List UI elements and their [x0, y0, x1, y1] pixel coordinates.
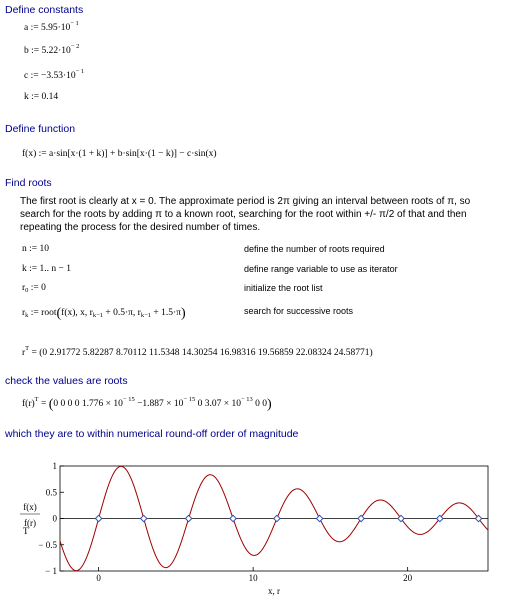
n-note: define the number of roots required: [244, 244, 385, 254]
root-marker: [95, 515, 101, 521]
xlabel: x, r: [268, 586, 280, 596]
constant-b[interactable]: b := $5.22\cdot 10^{- 2}$: [24, 43, 80, 56]
function-definition[interactable]: f(x) := a·sin[x·(1 + k)] + b·sin[x·(1 − k)] − c·sin(x): [22, 149, 217, 159]
function-plot[interactable]: [0, 458, 512, 600]
ylabel-fx: f(x): [23, 502, 37, 512]
heading-check-values: check the values are roots: [5, 375, 128, 387]
root-marker: [358, 515, 364, 521]
check-result[interactable]: $f(r)^T = (0$ 0 0 0 $1.776 \times 10^{- 15} -1.887 \times 10^{- 15}$ 0 $3.07 \times 10^{- 13}$ 0 0): [22, 396, 272, 412]
root-marker: [316, 515, 322, 521]
heading-conclusion: which they are to within numerical round-off order of magnitude: [5, 428, 299, 440]
root-marker: [274, 515, 280, 521]
k-range-definition[interactable]: k := 1.. n − 1: [22, 264, 71, 274]
y-tick-label: 0: [52, 513, 57, 524]
roots-explanation: The first root is clearly at x = 0. The approximate period is 2π giving an interval between roots of π, so search for the roots by adding π to a known root, searching for the root within +/- π/2 of that and then repeating the process for the desired number of times.: [20, 196, 471, 233]
k-note: define range variable to use as iterator: [244, 264, 398, 274]
root-marker: [141, 515, 147, 521]
n-definition[interactable]: n := 10: [22, 244, 49, 254]
constant-k[interactable]: k := 0.14: [24, 92, 59, 102]
constant-a[interactable]: a := $5.95\cdot 10^{- 1}$: [24, 20, 79, 33]
heading-define-constants: Define constants: [5, 4, 84, 16]
constant-c[interactable]: c := $-3.53\cdot 10^{- 1}$: [24, 68, 85, 81]
y-tick-label: 0.5: [45, 487, 57, 498]
rk-note: search for successive roots: [244, 306, 354, 316]
rk-root-definition[interactable]: $r_k$ := root(f(x), x, $r_{k-1} + 0.5\cdot\pi$, $r_{k-1} + 1.5\cdot\pi$): [22, 306, 186, 321]
heading-define-function: Define function: [5, 123, 76, 135]
roots-result[interactable]: $r^T = (0$ 2.91772 5.82287 8.70112 11.5348 14.30254 16.98316 19.56859 22.08324 24.58771): [22, 345, 373, 358]
r0-note: initialize the root list: [244, 283, 323, 293]
ylabel-fr: f(r): [24, 518, 36, 528]
root-marker: [185, 515, 191, 521]
root-marker: [230, 515, 236, 521]
ylabel-fr-tick: T: [23, 526, 29, 536]
y-tick-label: − 1: [45, 566, 57, 576]
x-tick-label: 0: [96, 573, 101, 583]
heading-find-roots: Find roots: [5, 177, 52, 189]
y-tick-label: 1: [52, 461, 57, 471]
y-tick-label: − 0.5: [38, 539, 57, 550]
x-tick-label: 10: [248, 573, 258, 583]
x-tick-label: 20: [403, 573, 413, 583]
r0-definition[interactable]: $r_0$ := 0: [22, 283, 46, 294]
